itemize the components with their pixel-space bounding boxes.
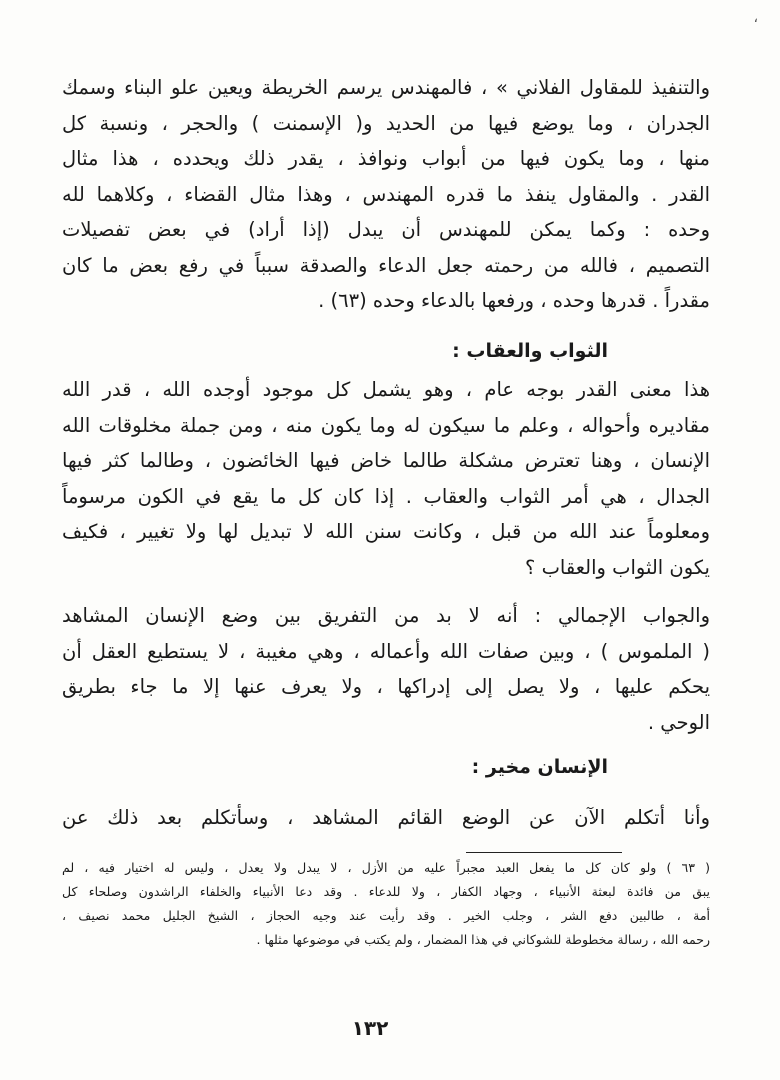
paragraph-current-situation	[62, 800, 710, 836]
text-line: ( الملموس ) ، وبين صفات الله وأعماله ، وهي مغيبة ، لا يستطيع العقل أن	[62, 639, 710, 663]
corner-mark: ،	[753, 10, 758, 26]
section-heading-human-free-will: الإنسان مخير :	[471, 756, 608, 778]
footnote-63	[62, 856, 710, 952]
text-line: هذا معنى القدر بوجه عام ، وهو يشمل كل موجود أوجده الله ، قدر الله	[62, 378, 710, 401]
paragraph-general-answer	[62, 598, 710, 740]
text-line: والجواب الإجمالي : أنه لا بد من التفريق بين وضع الإنسان المشاهد	[62, 604, 710, 627]
section-heading-reward-punishment: الثواب والعقاب :	[452, 340, 608, 362]
footnote-line: رحمه الله ، رسالة مخطوطة للشوكاني في هذا المضمار ، ولم يكتب في موضوعها مثلها .	[256, 932, 710, 947]
text-line: الإنسان ، وهنا تعترض مشكلة طالما خاض فيها الخائضون ، وطالما كثر فيها	[62, 449, 710, 472]
text-line: مقدراً . قدرها وحده ، ورفعها بالدعاء وحده (٦٣) .	[318, 289, 710, 312]
paragraph-engineer-analogy	[62, 70, 710, 319]
footnote-divider	[466, 852, 622, 853]
text-line: يكون الثواب والعقاب ؟	[525, 555, 710, 579]
text-line: منها ، وما يكون فيها من أبواب ونوافذ ، يقدر ذلك ويحدده ، هذا مثال	[62, 147, 710, 170]
footnote-line: يبق من فائدة لبعثة الأنبياء ، وجهاد الكفار ، ولا للدعاء . وقد دعا الأنبياء والخلفاء الراشدون وصلحاء كل	[62, 884, 710, 899]
text-line: وحده : وكما يمكن للمهندس أن يبدل (إذا أراد) في بعض تفصيلات	[62, 218, 710, 241]
text-line: وأنا أتكلم الآن عن الوضع القائم المشاهد ، وسأتكلم بعد ذلك عن	[62, 806, 710, 829]
text-line: والتنفيذ للمقاول الفلاني » ، فالمهندس يرسم الخريطة ويعين علو البناء وسمك	[62, 76, 710, 99]
page-number: ١٣٢	[351, 1016, 389, 1040]
text-line: القدر . والمقاول ينفذ ما قدره المهندس ، وهذا مثال القضاء ، وكلاهما لله	[62, 182, 710, 206]
text-line: الوحي .	[647, 710, 710, 734]
text-line: التصميم ، فالله من رحمته جعل الدعاء والصدقة سبباً في رفع بعض ما كان	[62, 253, 710, 277]
text-line: الجدال ، هي أمر الثواب والعقاب . إذا كان كل ما يقع في الكون مرسوماً	[62, 484, 710, 508]
text-line: يحكم عليها ، ولا يصل إلى إدراكها ، ولا يعرف عنها إلا ما جاء بطريق	[62, 675, 710, 698]
text-line: ومعلوماً عند الله من قبل ، وكانت سنن الله لا تبديل لها ولا تغيير ، فكيف	[62, 520, 710, 543]
text-line: مقاديره وأحواله ، وعلم ما سيكون له وما يكون منه ، ومن جملة مخلوقات الله	[62, 413, 710, 437]
footnote-line: أمة ، طالبين دفع الشر ، وجلب الخير . وقد رأيت عند وجيه الحجاز ، الشيخ الجليل محمد نصيف ،	[62, 908, 710, 923]
text-line: الجدران ، وما يوضع فيها من الحديد و( الإسمنت ) والحجر ، ونسبة كل	[62, 111, 710, 135]
paragraph-meaning-of-qadar	[62, 372, 710, 585]
footnote-line: ( ٦٣ ) ولو كان كل ما يفعل العبد مجبراً عليه من الأزل ، لا يبدل ولا يعدل ، وليس له اختيار فيه ، لم	[62, 860, 710, 875]
